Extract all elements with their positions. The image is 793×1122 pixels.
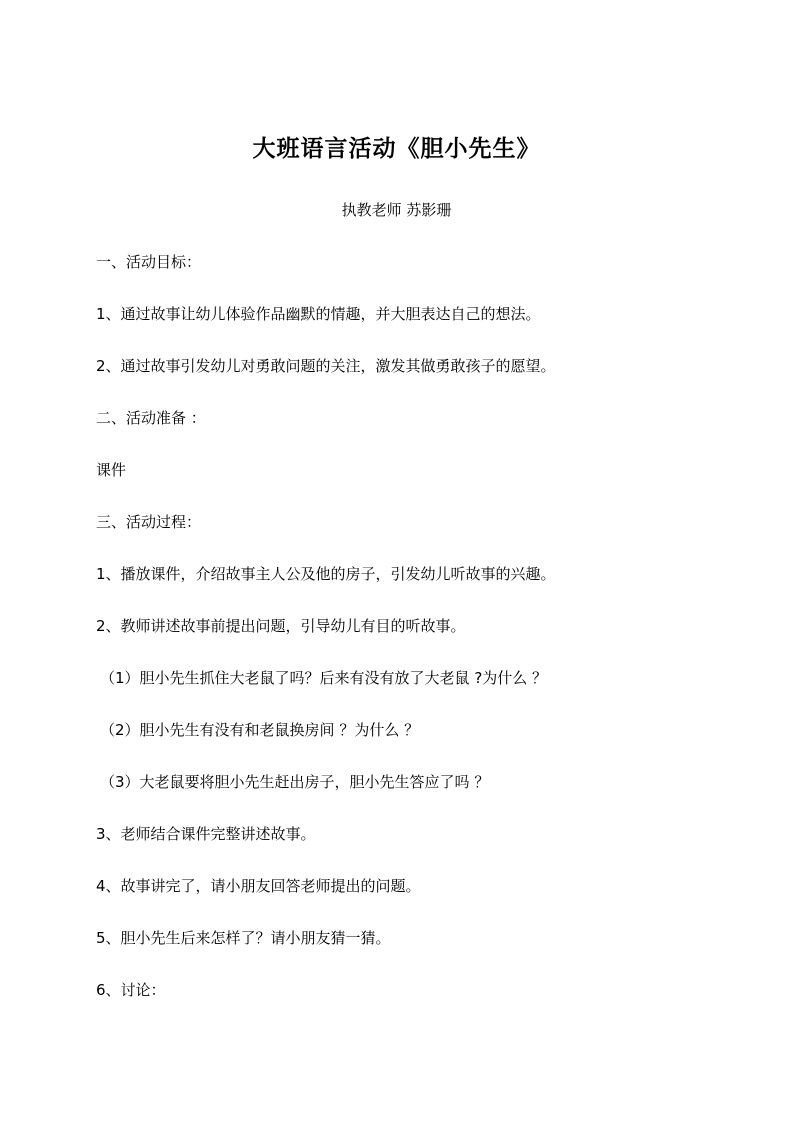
paragraph: 1、播放课件，介绍故事主人公及他的房子，引发幼儿听故事的兴趣。 bbox=[96, 565, 556, 583]
document-title: 大班语言活动《胆小先生》 bbox=[252, 135, 541, 162]
section-heading-process: 三、活动过程： bbox=[96, 513, 202, 531]
paragraph: 5、胆小先生后来怎样了？请小朋友猜一猜。 bbox=[96, 929, 391, 947]
paragraph: 1、通过故事让幼儿体验作品幽默的情趣，并大胆表达自己的想法。 bbox=[96, 305, 541, 323]
paragraph: 2、通过故事引发幼儿对勇敢问题的关注，激发其做勇敢孩子的愿望。 bbox=[96, 357, 556, 375]
paragraph: 3、老师结合课件完整讲述故事。 bbox=[96, 825, 316, 843]
paragraph: 4、故事讲完了，请小朋友回答老师提出的问题。 bbox=[96, 877, 421, 895]
document-subtitle: 执教老师 苏影珊 bbox=[341, 201, 452, 219]
section-heading-preparation: 二、活动准备 ： bbox=[96, 409, 206, 427]
section-heading-goals: 一、活动目标： bbox=[96, 253, 202, 271]
paragraph: 课件 bbox=[96, 461, 127, 479]
question-item: （3）大老鼠要将胆小先生赶出房子，胆小先生答应了吗 ？ bbox=[100, 773, 490, 791]
paragraph: 2、教师讲述故事前提出问题，引导幼儿有目的听故事。 bbox=[96, 617, 466, 635]
paragraph: 6、讨论： bbox=[96, 981, 166, 999]
question-item: （1）胆小先生抓住大老鼠了吗？后来有没有放了大老鼠 ?为什么 ？ bbox=[100, 669, 548, 687]
question-item: （2）胆小先生有没有和老鼠换房间 ？为什么 ？ bbox=[100, 721, 420, 739]
